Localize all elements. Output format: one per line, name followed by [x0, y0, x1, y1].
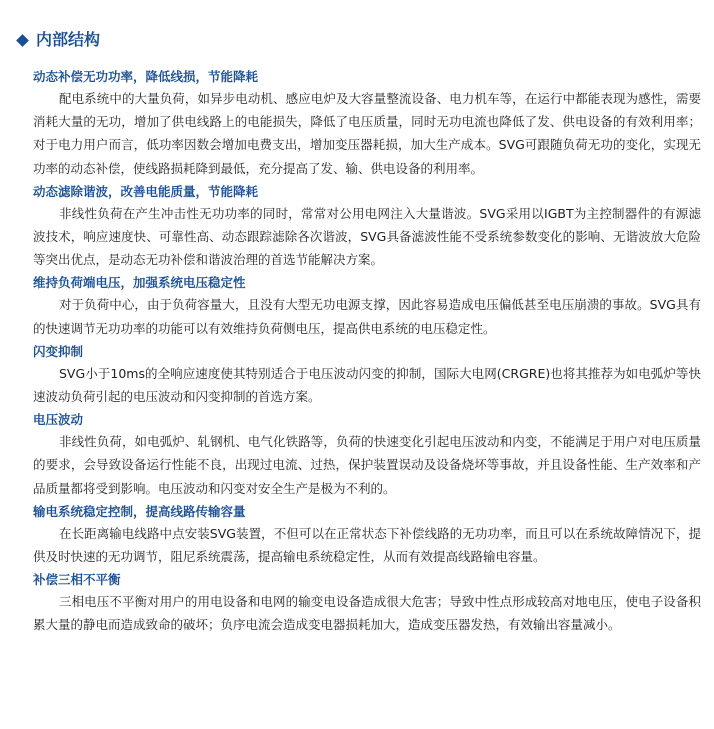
- subsection-heading: 维持负荷端电压，加强系统电压稳定性: [33, 275, 246, 291]
- subsection-heading: 输电系统稳定控制，提高线路传输容量: [33, 503, 246, 519]
- subsection-paragraph: 非线性负荷在产生冲击性无功功率的同时，常常对公用电网注入大量谐波。SVG采用以IGBT为主控制器件的有源滤波技术，响应速度快、可靠性高、动态跟踪滤除各次谐波，SVG具备滤波性能不受系统参数变化的影响、无谐波放大危险等突出优点，是动态无功补偿和谐波治理的首选节能解决方案。: [33, 205, 701, 268]
- subsection-reactive-power: [33, 66, 701, 180]
- subsection-paragraph: 三相电压不平衡对用户的用电设备和电网的输变电设备造成很大危害；导致中性点形成较高对地电压，使电子设备积累大量的静电而造成致命的破坏；负序电流会造成变电器损耗加大，造成变压器发热，有效输出容量减小。: [33, 594, 701, 633]
- subsection-heading: 动态补偿无功功率，降低线损，节能降耗: [33, 69, 259, 84]
- section-title: 内部结构: [36, 30, 101, 49]
- subsection-paragraph: 非线性负荷，如电弧炉、轧钢机、电气化铁路等，负荷的快速变化引起电压波动和内变，不能满足于用户对电压质量的要求，会导致设备运行性能不良，出现过电流、过热，保护装置误动及设备烧坏等事故，并且设备性能、生产效率和产品质量都将受到影响。电压波动和闪变对安全生产是极为不利的。: [33, 434, 701, 496]
- subsection-harmonic-filtering: [33, 181, 701, 272]
- subsection-voltage-fluctuation: [33, 409, 701, 500]
- subsection-paragraph: 对于负荷中心，由于负荷容量大，且没有大型无功电源支撑，因此容易造成电压偏低甚至电压崩溃的事故。SVG具有的快速调节无功功率的功能可以有效维持负荷侧电压，提高供电系统的电压稳定性。: [33, 297, 701, 336]
- content-body: [33, 66, 701, 638]
- diamond-bullet-icon: [16, 34, 29, 47]
- subsection-heading: 补偿三相不平衡: [33, 572, 121, 588]
- subsection-paragraph: 在长距离输电线路中点安装SVG装置，不但可以在正常状态下补偿线路的无功功率，而且可以在系统故障情况下，提供及时快速的无功调节，阻尼系统震荡，提高输电系统稳定性，从而有效提高线路输电容量。: [33, 525, 701, 565]
- subsection-transmission-stability: [33, 501, 701, 568]
- section-title-row: [16, 28, 100, 52]
- subsection-paragraph: 配电系统中的大量负荷，如异步电动机、感应电炉及大容量整流设备、电力机车等，在运行中都能表现为感性，需要消耗大量的无功，增加了供电线路上的电能损失，降低了电压质量，同时无功电流也降低了发、供电设备的有效利用率；对于电力用户而言，低功率因数会增加电费支出，增加变压器耗损，加大生产成本。SVG可跟随负荷无功的变化，实现无功率的动态补偿，使线路损耗降到最低，充分提高了发、输、供电设备的利用率。: [33, 91, 701, 176]
- subsection-three-phase-imbalance: [33, 569, 701, 636]
- subsection-heading: 电压波动: [33, 412, 84, 428]
- subsection-heading: 动态滤除谐波，改善电能质量，节能降耗: [33, 183, 259, 199]
- subsection-flicker-suppression: [33, 341, 701, 408]
- subsection-paragraph: SVG小于10ms的全响应速度使其特别适合于电压波动闪变的抑制，国际大电网(CRGRE)也将其推荐为如电弧炉等快速波动负荷引起的电压波动和闪变抑制的首选方案。: [33, 365, 701, 405]
- subsection-heading: 闪变抑制: [33, 343, 84, 359]
- subsection-load-voltage: [33, 272, 701, 339]
